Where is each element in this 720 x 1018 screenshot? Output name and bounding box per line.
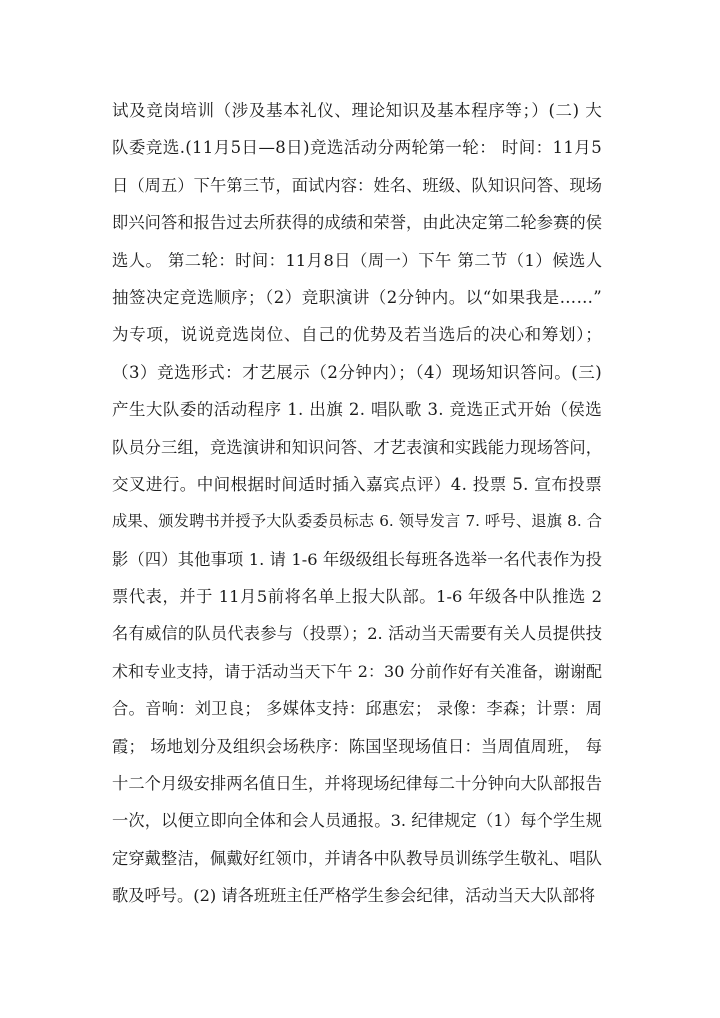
text-line: 合。音响：刘卫良； 多媒体支持：邱惠宏； 录像：李森；计票：周	[112, 699, 602, 719]
text-line: 队员分三组，竞选演讲和知识问答、才艺表演和实践能力现场答问，	[112, 437, 602, 457]
text-line: 成果、颁发聘书并授予大队委委员标志 6. 领导发言 7. 呼号、退旗 8. 合	[112, 512, 602, 531]
text-line: 选人。 第二轮：时间：11月8日（周一）下午 第二节（1）候选人	[112, 250, 602, 270]
text-line: 产生大队委的活动程序 1. 出旗 2. 唱队歌 3. 竞选正式开始（侯选	[112, 400, 602, 420]
text-line: 即兴问答和报告过去所获得的成绩和荣誉，由此决定第二轮参赛的侯	[112, 213, 602, 233]
text-line: 名有威信的队员代表参与（投票）；2. 活动当天需要有关人员提供技	[112, 624, 602, 644]
text-line: 交叉进行。中间根据时间适时插入嘉宾点评）4. 投票 5. 宣布投票	[112, 474, 602, 494]
text-line: 十二个月级安排两名值日生，并将现场纪律每二十分钟向大队部报告	[112, 774, 602, 794]
text-line: 影（四）其他事项 1. 请 1-6 年级级组长每班各选举一名代表作为投	[112, 549, 602, 569]
text-line: 霞； 场地划分及组织会场秩序：陈国坚现场值日：当周值周班， 每	[112, 736, 602, 756]
text-line: 歌及呼号。(2) 请各班班主任严格学生参会纪律，活动当天大队部将	[112, 886, 596, 906]
text-line: （3）竞选形式：才艺展示（2分钟内）；（4）现场知识答问。(三)	[112, 362, 602, 382]
text-line: 术和专业支持，请于活动当天下午 2：30 分前作好有关准备，谢谢配	[112, 661, 602, 681]
text-line: 试及竞岗培训（涉及基本礼仪、理论知识及基本程序等；）(二) 大	[112, 101, 602, 120]
text-line: 为专项，说说竞选岗位、自己的优势及若当选后的决心和筹划）；	[112, 325, 602, 345]
text-line: 日（周五）下午第三节，面试内容：姓名、班级、队知识问答、现场	[112, 175, 602, 195]
text-line: 抽签决定竞选顺序；（2）竞职演讲（2分钟内。以“如果我是……”	[112, 287, 602, 307]
text-line: 一次，以便立即向全体和会人员通报。3. 纪律规定（1）每个学生规	[112, 811, 602, 831]
body-text	[112, 92, 602, 915]
text-line: 定穿戴整洁，佩戴好红领巾，并请各中队教导员训练学生敬礼、唱队	[112, 848, 602, 868]
text-line: 队委竞选.(11月5日—8日)竞选活动分两轮第一轮： 时间：11月5	[112, 138, 602, 158]
text-line: 票代表，并于 11月5前将名单上报大队部。1-6 年级各中队推选 2	[112, 587, 602, 607]
